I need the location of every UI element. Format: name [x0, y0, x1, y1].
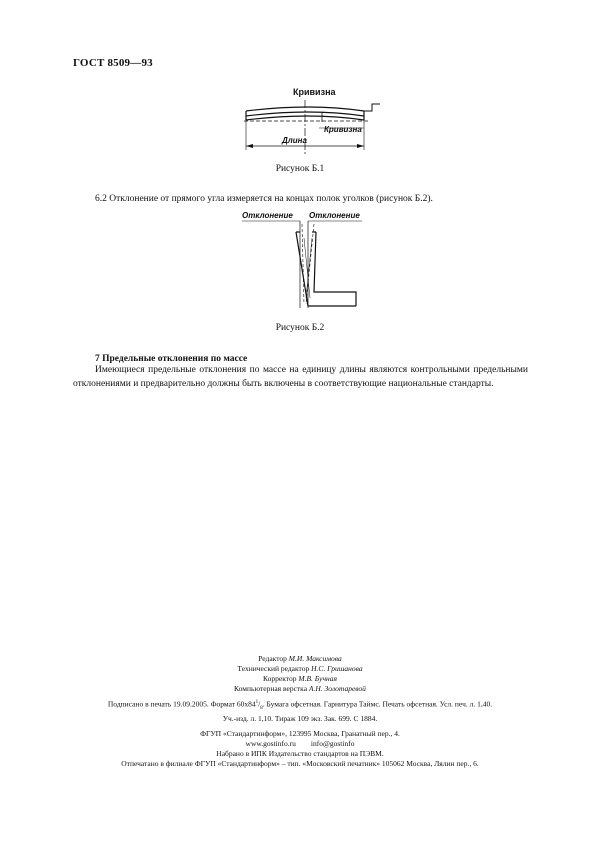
figure1-title: Кривизна: [293, 87, 336, 97]
publisher-line1: ФГУП «Стандартинформ», 123995 Москва, Гранатный пер., 4.: [200, 729, 400, 738]
publisher-line3: Набрано в ИПК Издательство стандартов на ПЭВМ.: [216, 749, 384, 758]
publisher-contacts: [0, 739, 600, 749]
section-6-2-text: 6.2 Отклонение от прямого угла измеряется на концах полок уголков (рисунок Б.2).: [95, 194, 433, 204]
publisher-email: info@gostinfo: [310, 739, 355, 748]
publisher-line4: Отпечатано в филиале ФГУП «Стандартинформ» – тип. «Московский печатник» 105062 Москва, Лялин пер., 6.: [121, 759, 479, 768]
figure2-caption: Рисунок Б.2: [275, 323, 325, 333]
figure2-left-deviation-label: Отклонение: [242, 211, 293, 220]
publisher-site: www.gostinfo.ru: [245, 739, 296, 748]
figure1-curvature-label: Кривизна: [324, 125, 362, 134]
print-info-line1: Подписано в печать 19.09.2005. Формат $60x84^1/_8$. Бумага офсетная. Гарнитура Таймс. Печать офсетная. Усл. печ. л. 1,40.: [107, 699, 493, 711]
credit-layout: Компьютерная верстка А.Н. Золотаревой: [234, 684, 366, 693]
credit-tech-editor: Технический редактор Н.С. Гришанова: [237, 664, 363, 673]
standard-header: ГОСТ 8509—93: [73, 57, 153, 69]
figure2-right-deviation-label: Отклонение: [309, 211, 360, 220]
credit-editor: Редактор М.И. Максимова: [258, 654, 342, 663]
section-7-text: Имеющиеся предельные отклонения по массе на единицу длины являются контрольными предельными отклонениями и предварительно должны быть включены в соответствующие национальные стандарты.: [73, 365, 528, 389]
credits-block: [0, 654, 600, 694]
credit-corrector: Корректор М.В. Бучная: [263, 674, 337, 683]
print-info-line2: Уч.-изд. л. 1,10. Тираж 109 экз. Зак. 699. С 1884.: [222, 714, 378, 723]
publisher-info: [0, 729, 600, 769]
figure2-angle-drawing: [240, 208, 365, 313]
figure1-caption: Рисунок Б.1: [275, 164, 325, 174]
figure1-length-label: Длина: [282, 136, 307, 145]
section-7-heading: 7 Предельные отклонения по массе: [95, 354, 248, 364]
print-info: [0, 698, 600, 724]
